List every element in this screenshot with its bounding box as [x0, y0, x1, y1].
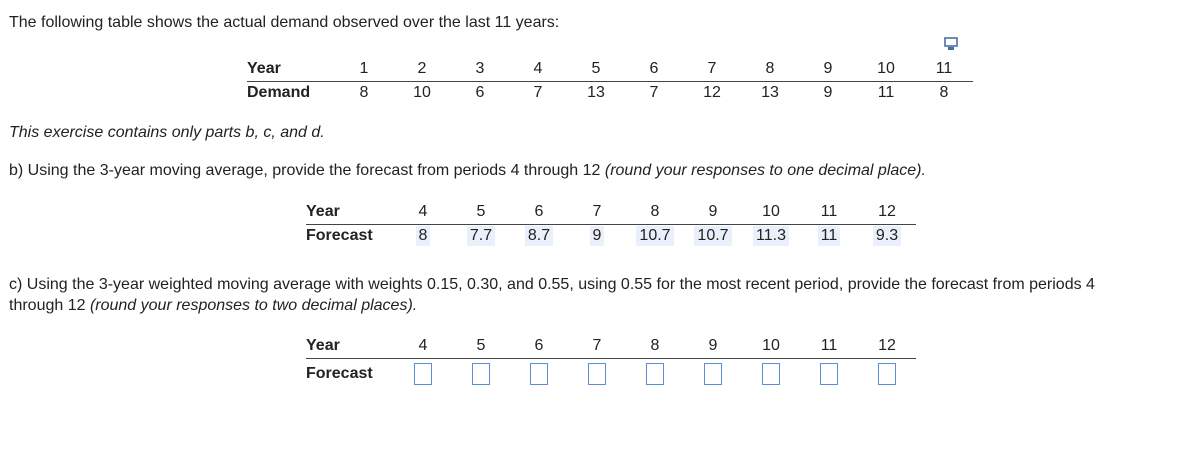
forecast-input[interactable] [762, 363, 780, 385]
forecast-cell [568, 224, 626, 248]
demand-cell: 13 [587, 84, 605, 102]
demand-cell: 12 [703, 84, 721, 102]
year-cell: 6 [510, 200, 568, 224]
year-header: Year [306, 200, 394, 224]
forecast-answer: 11 [818, 226, 841, 246]
year-cell: 8 [626, 200, 684, 224]
year-cell: 10 [857, 57, 915, 81]
year-cell: 1 [335, 57, 393, 81]
forecast-answer: 9 [590, 226, 605, 246]
demand-cell: 9 [823, 84, 833, 102]
year-cell: 4 [394, 200, 452, 224]
demand-cell: 11 [877, 84, 895, 102]
exercise-note: This exercise contains only parts b, c, and d. [9, 124, 325, 141]
demand-cell: 7 [649, 84, 659, 102]
forecast-input-cell [510, 358, 568, 390]
forecast-input-cell [858, 358, 916, 390]
forecast-input[interactable] [646, 363, 664, 385]
moving-average-year-row [306, 200, 916, 224]
year-cell: 3 [451, 57, 509, 81]
forecast-cell [452, 224, 510, 248]
year-cell: 5 [452, 334, 510, 358]
forecast-input-cell [394, 358, 452, 390]
moving-average-forecast-row [306, 224, 916, 248]
weighted-average-forecast-row [306, 358, 916, 390]
forecast-cell [510, 224, 568, 248]
year-cell: 5 [567, 57, 625, 81]
forecast-cell [742, 224, 800, 248]
forecast-input-cell [800, 358, 858, 390]
year-cell: 9 [799, 57, 857, 81]
demand-cell: 8 [359, 84, 369, 102]
intro-text: The following table shows the actual demand observed over the last 11 years: [9, 14, 560, 31]
forecast-answer: 11.3 [753, 226, 789, 246]
year-cell: 6 [625, 57, 683, 81]
demand-table-demand-row [247, 81, 973, 105]
forecast-input[interactable] [878, 363, 896, 385]
forecast-answer: 10.7 [694, 226, 731, 246]
year-cell: 4 [394, 334, 452, 358]
year-cell: 10 [742, 334, 800, 358]
year-cell: 9 [684, 334, 742, 358]
weighted-average-table [306, 334, 916, 390]
forecast-header: Forecast [306, 227, 373, 245]
demand-header: Demand [247, 84, 311, 102]
part-b-rounding: (round your responses to one decimal place). [604, 162, 926, 179]
forecast-cell [800, 224, 858, 248]
weighted-average-year-row [306, 334, 916, 358]
copy-icon[interactable] [944, 37, 960, 51]
year-cell: 9 [684, 200, 742, 224]
forecast-header: Forecast [306, 365, 373, 383]
part-c-text-line2 [9, 297, 417, 315]
year-cell: 11 [915, 57, 973, 81]
demand-cell: 13 [761, 84, 779, 102]
part-b-instruction: b) Using the 3-year moving average, provide the forecast from periods 4 through 12 [9, 162, 605, 179]
forecast-input-cell [626, 358, 684, 390]
forecast-cell [394, 224, 452, 248]
year-cell: 2 [393, 57, 451, 81]
forecast-input[interactable] [414, 363, 432, 385]
part-c-rounding: (round your responses to two decimal places). [89, 297, 418, 314]
part-b-text [9, 162, 926, 180]
demand-cell: 10 [413, 84, 431, 102]
year-cell: 10 [742, 200, 800, 224]
part-c-instruction: through 12 [9, 297, 90, 314]
demand-cell: 8 [939, 84, 949, 102]
forecast-input[interactable] [530, 363, 548, 385]
year-cell: 11 [800, 334, 858, 358]
year-cell: 12 [858, 200, 916, 224]
year-cell: 11 [800, 200, 858, 224]
demand-cell: 6 [475, 84, 485, 102]
part-c-text-line1: c) Using the 3-year weighted moving average with weights 0.15, 0.30, and 0.55, using 0.55 for the most recent period, provide the forecast from periods 4 [9, 276, 1095, 293]
forecast-answer: 8 [416, 226, 431, 246]
year-cell: 8 [741, 57, 799, 81]
year-header: Year [247, 57, 335, 81]
forecast-answer: 8.7 [525, 226, 553, 246]
forecast-cell [626, 224, 684, 248]
year-cell: 7 [683, 57, 741, 81]
forecast-input-cell [742, 358, 800, 390]
year-cell: 7 [568, 334, 626, 358]
forecast-input[interactable] [820, 363, 838, 385]
forecast-input[interactable] [472, 363, 490, 385]
demand-cell: 7 [533, 84, 543, 102]
year-header: Year [306, 334, 394, 358]
forecast-cell [858, 224, 916, 248]
demand-table-year-row [247, 57, 973, 81]
forecast-answer: 10.7 [636, 226, 673, 246]
year-cell: 8 [626, 334, 684, 358]
demand-table [247, 57, 973, 105]
year-cell: 6 [510, 334, 568, 358]
forecast-input-cell [452, 358, 510, 390]
forecast-answer: 9.3 [873, 226, 901, 246]
year-cell: 5 [452, 200, 510, 224]
forecast-input-cell [684, 358, 742, 390]
forecast-input-cell [568, 358, 626, 390]
forecast-cell [684, 224, 742, 248]
moving-average-table [306, 200, 916, 248]
year-cell: 4 [509, 57, 567, 81]
forecast-input[interactable] [704, 363, 722, 385]
year-cell: 12 [858, 334, 916, 358]
year-cell: 7 [568, 200, 626, 224]
forecast-answer: 7.7 [467, 226, 495, 246]
forecast-input[interactable] [588, 363, 606, 385]
